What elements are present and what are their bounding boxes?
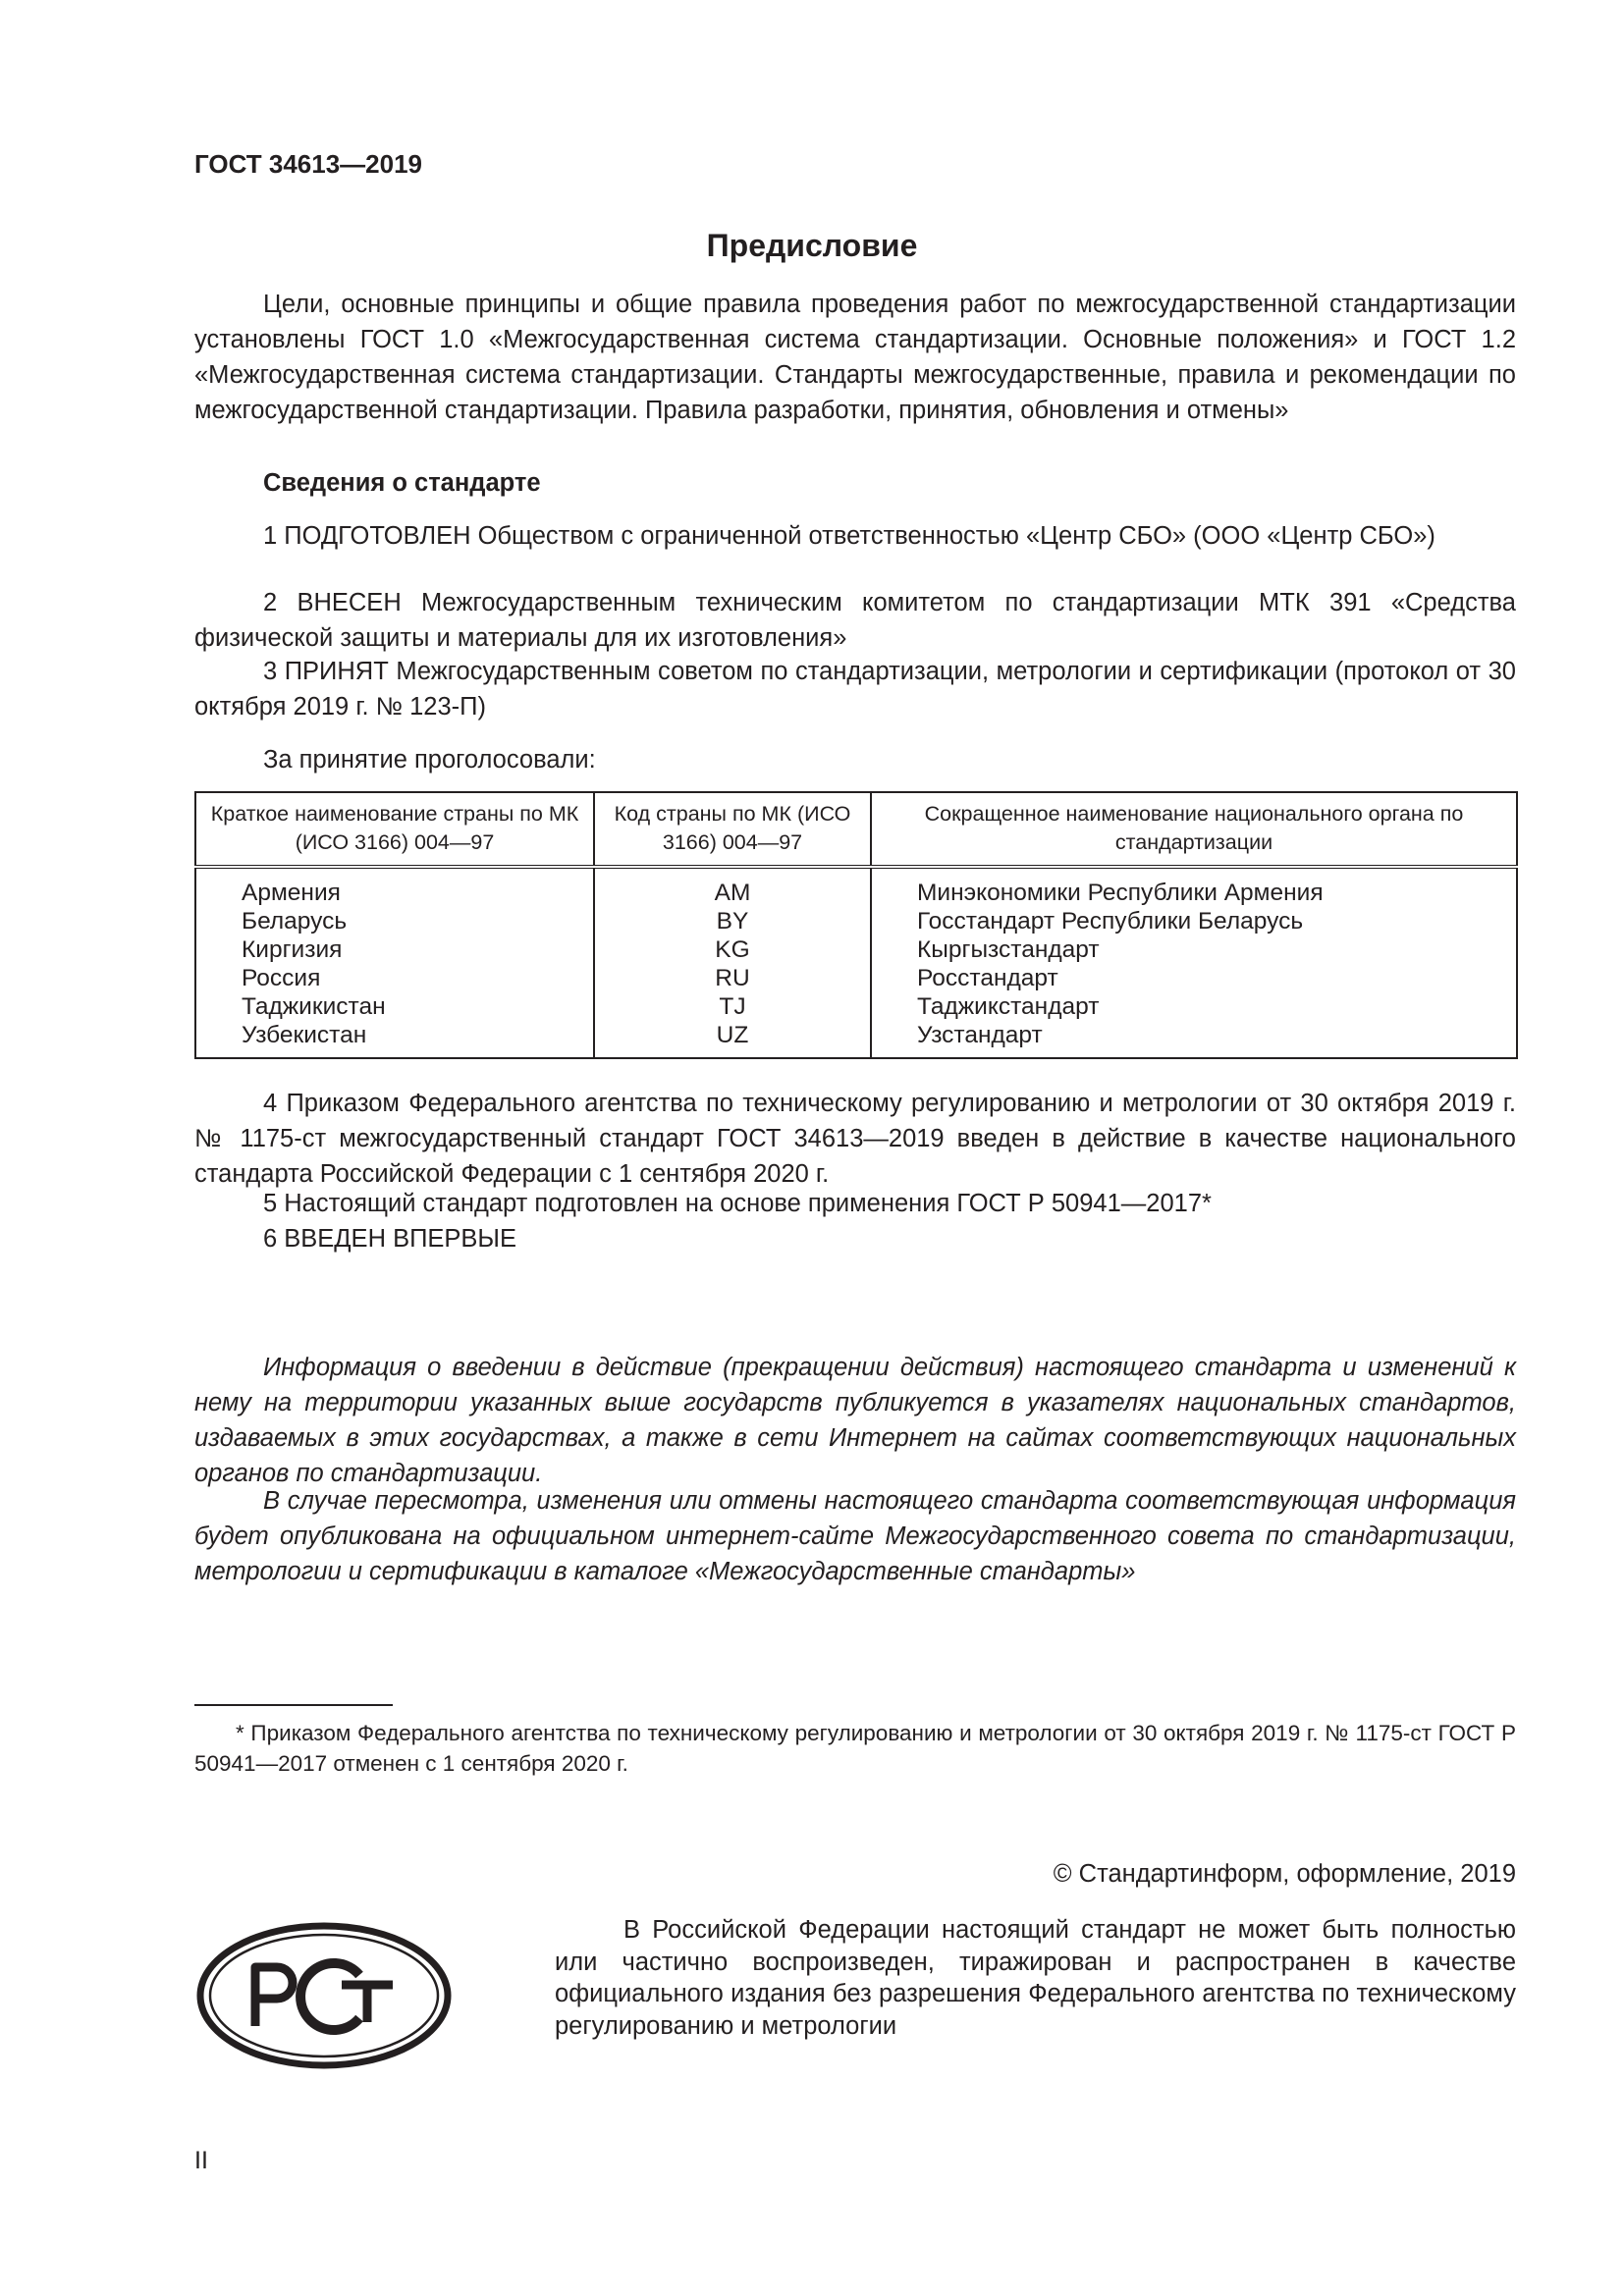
cell-body: Таджикстандарт [917, 993, 1100, 1020]
cell-code: BY [594, 907, 871, 935]
cell-body: Минэкономики Республики Армения [917, 880, 1324, 906]
cell-body: Госстандарт Республики Беларусь [917, 908, 1304, 934]
item-5: 5 Настоящий стандарт подготовлен на основе применения ГОСТ Р 50941—2017* [263, 1190, 1212, 1217]
table-row [195, 935, 1517, 964]
cell-body: Росстандарт [917, 965, 1058, 991]
legal-notice: В Российской Федерации настоящий стандарт не может быть полностью или частично воспроизведен, тиражирован и распространен в качестве официального издания без разрешения Федерального агентства по техническому регулированию и метрологии [555, 1916, 1516, 2040]
header-country: Краткое наименование страны по МК (ИСО 3166) 004—97 [195, 792, 594, 867]
cell-country: Армения [195, 867, 594, 907]
table-row [195, 992, 1517, 1021]
info-paragraph-2: В случае пересмотра, изменения или отмены настоящего стандарта соответствующая информация будет опубликована на официальном интернет-сайте Межгосударственного совета по стандартизации, метрологии и сертификации в каталоге «Межгосударственные стандарты» [194, 1487, 1516, 1585]
header-code: Код страны по МК (ИСО 3166) 004—97 [594, 792, 871, 867]
table-header-row [195, 792, 1517, 867]
cell-code: AM [594, 867, 871, 907]
cell-body: Узстандарт [917, 1022, 1043, 1048]
footnote: * Приказом Федерального агентства по техническому регулированию и метрологии от 30 октября 2019 г. № 1175-ст ГОСТ Р 50941—2017 отменен с 1 сентября 2020 г. [194, 1721, 1516, 1776]
table-row [195, 964, 1517, 992]
header-body: Сокращенное наименование национального органа по стандартизации [871, 792, 1517, 867]
cell-country: Узбекистан [195, 1021, 594, 1058]
intro-paragraph: Цели, основные принципы и общие правила проведения работ по межгосударственной стандартизации установлены ГОСТ 1.0 «Межгосударственная система стандартизации. Основные положения» и ГОСТ 1.2 «Межгосударственная система стандартизации. Стандарты межгосударственные, правила и рекомендации по межгосударственной стандартизации. Правила разработки, принятия, обновления и отмены» [194, 291, 1516, 424]
item-1: 1 ПОДГОТОВЛЕН Обществом с ограниченной ответственностью «Центр СБО» (ООО «Центр СБО») [263, 522, 1435, 550]
item-2: 2 ВНЕСЕН Межгосударственным техническим комитетом по стандартизации МТК 391 «Средства физической защиты и материалы для их изготовления» [194, 589, 1516, 652]
table-row [195, 867, 1517, 907]
cell-country: Таджикистан [195, 992, 594, 1021]
cell-country: Киргизия [195, 935, 594, 964]
cell-code: UZ [594, 1021, 871, 1058]
copyright: © Стандартинформ, оформление, 2019 [1053, 1860, 1516, 1888]
info-heading: Сведения о стандарте [263, 469, 541, 497]
page-title: Предисловие [706, 228, 918, 263]
page-number: II [194, 2147, 208, 2174]
cell-code: TJ [594, 992, 871, 1021]
cell-code: RU [594, 964, 871, 992]
cell-code: KG [594, 935, 871, 964]
document-code: ГОСТ 34613—2019 [194, 149, 422, 179]
table-row [195, 1021, 1517, 1058]
table-row [195, 907, 1517, 935]
voting-table [194, 791, 1518, 1059]
cell-country: Россия [195, 964, 594, 992]
item-4: 4 Приказом Федерального агентства по техническому регулированию и метрологии от 30 октября 2019 г. № 1175-ст межгосударственный стандарт ГОСТ 34613—2019 введен в действие в качестве национального стандарта Российской Федерации с 1 сентября 2020 г. [194, 1090, 1516, 1188]
item-3: 3 ПРИНЯТ Межгосударственным советом по стандартизации, метрологии и сертификации (протокол от 30 октября 2019 г. № 123-П) [194, 658, 1516, 721]
rst-logo [194, 1920, 454, 2071]
cell-body: Кыргызстандарт [917, 936, 1100, 963]
info-paragraph-1: Информация о введении в действие (прекращении действия) настоящего стандарта и изменений к нему на территории указанных выше государств публикуется в указателях национальных стандартов, издаваемых в этих государствах, а также в сети Интернет на сайтах соответствующих национальных органов по стандартизации. [194, 1354, 1516, 1487]
footnote-divider [194, 1704, 393, 1706]
cell-country: Беларусь [195, 907, 594, 935]
item-6: 6 ВВЕДЕН ВПЕРВЫЕ [263, 1225, 517, 1253]
vote-label: За принятие проголосовали: [263, 746, 596, 774]
